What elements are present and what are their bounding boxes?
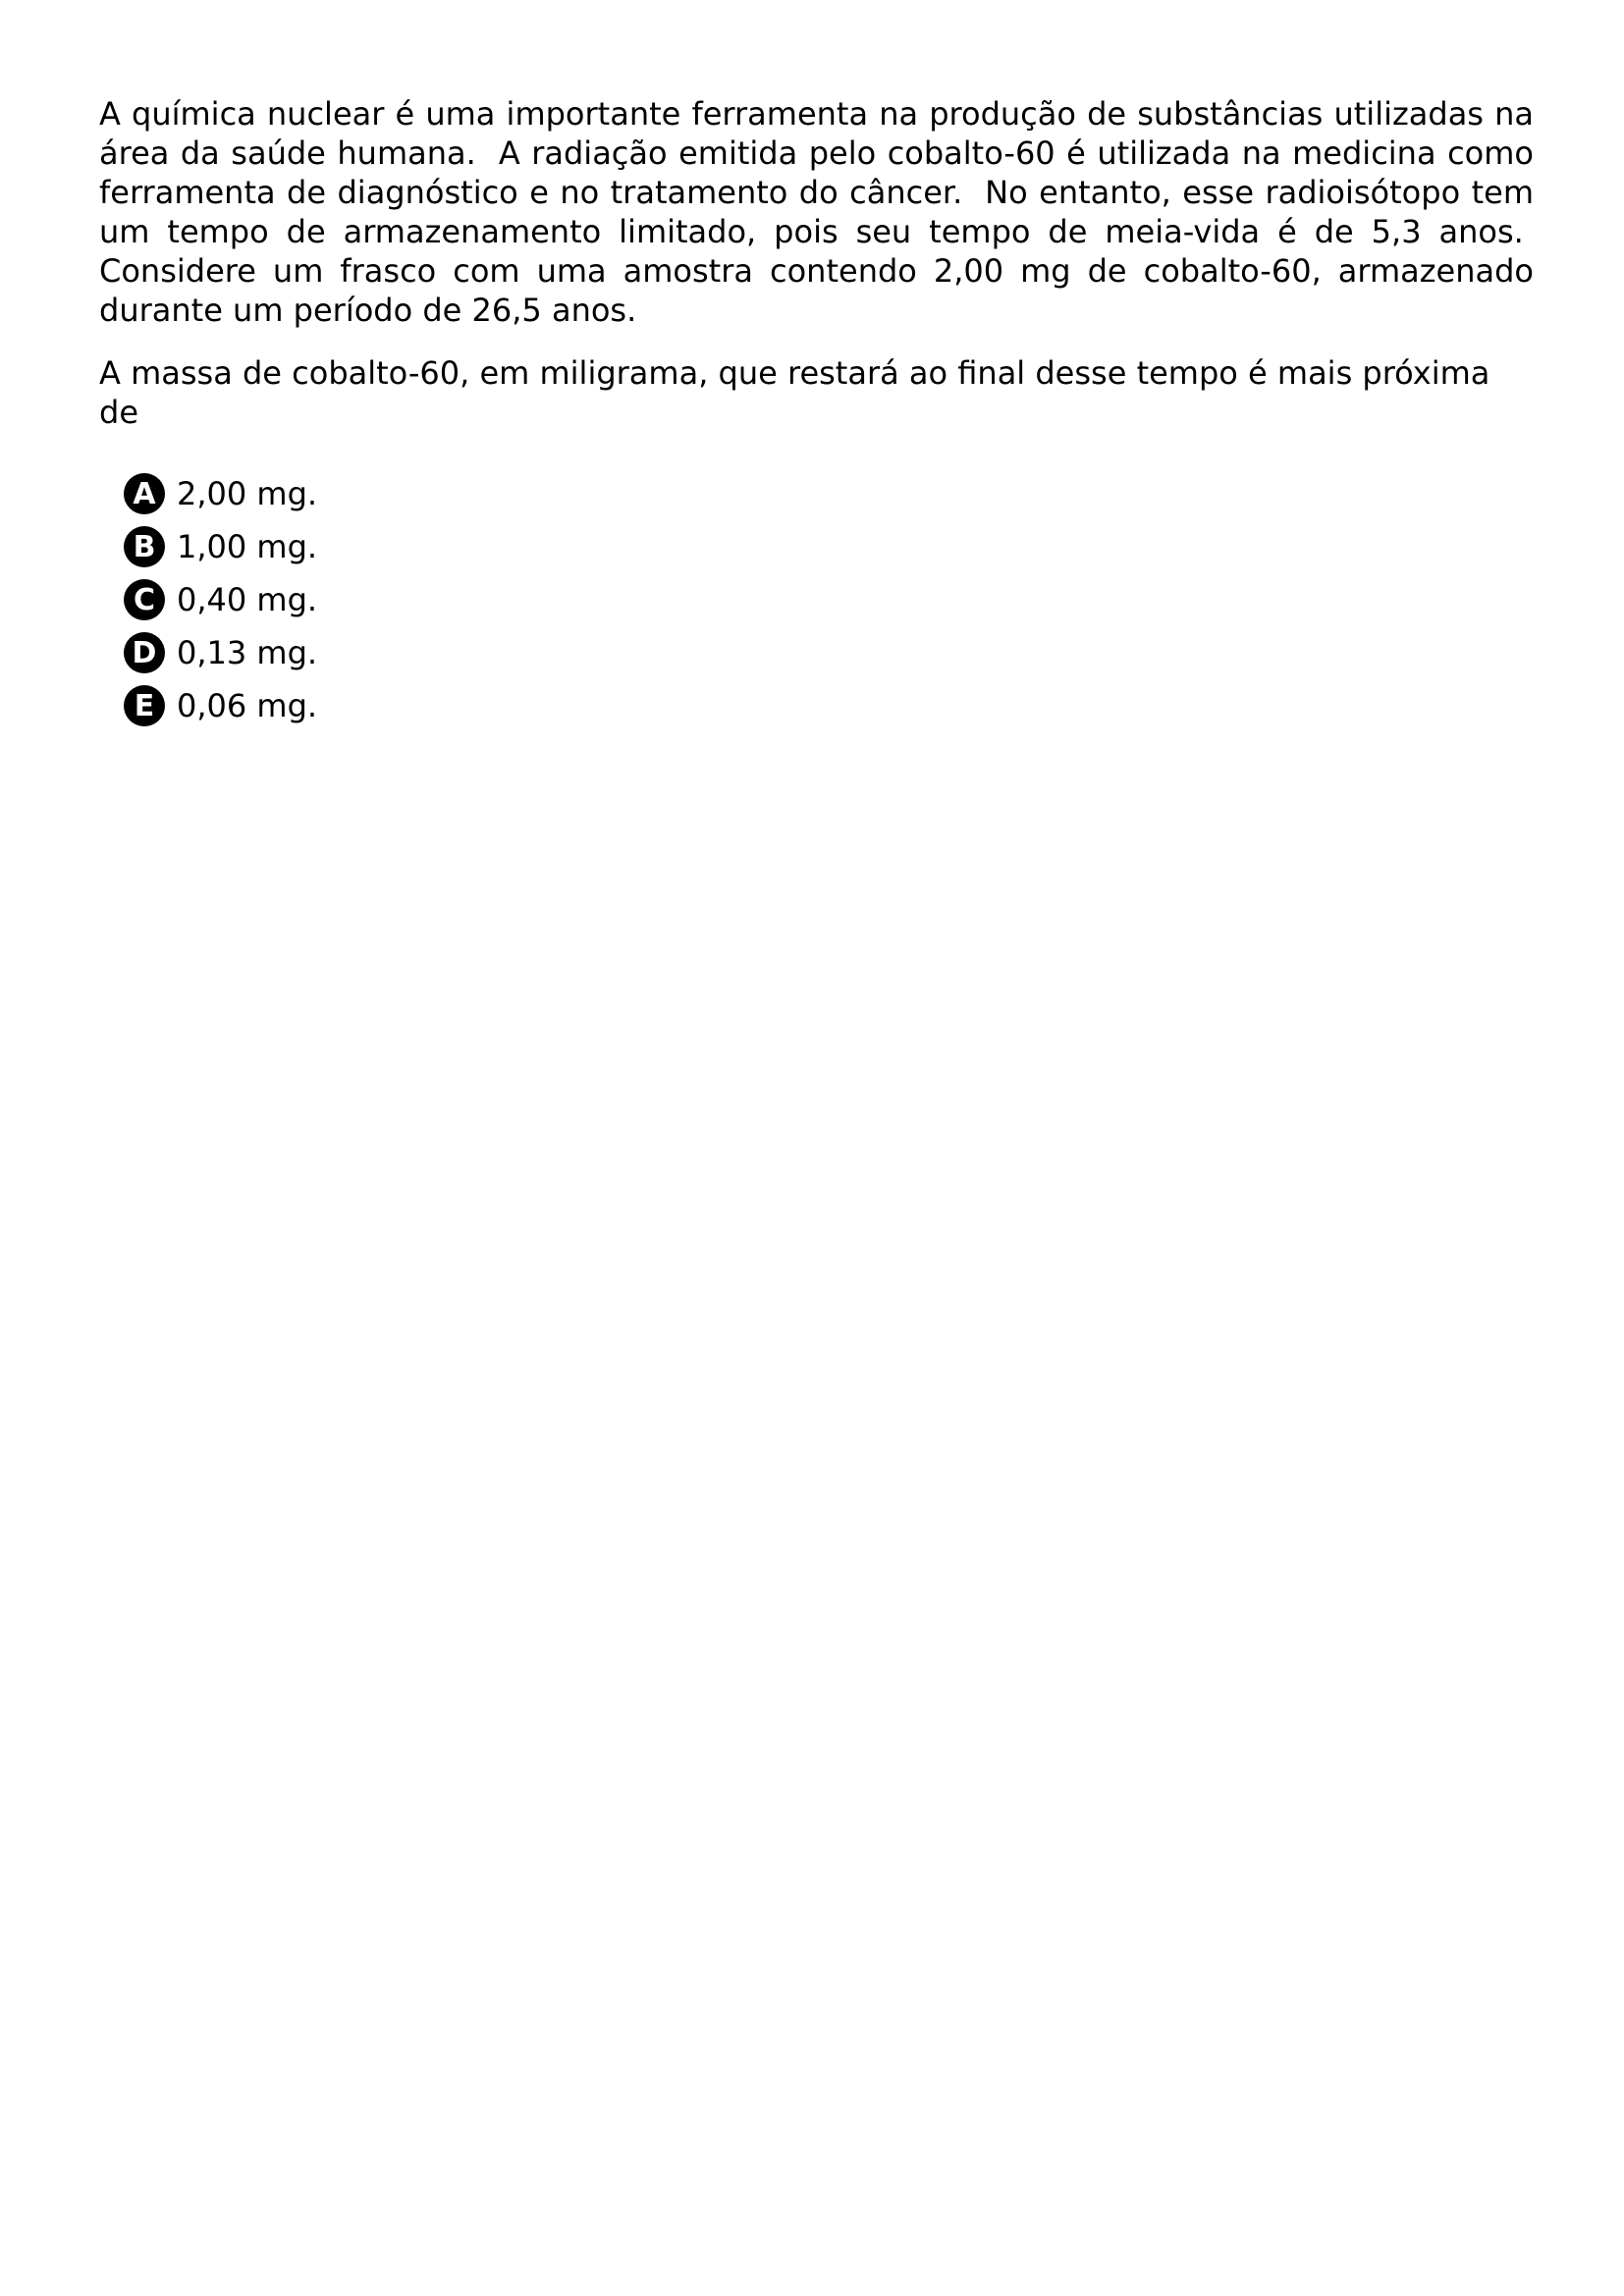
option-c[interactable] [124, 573, 1534, 626]
option-a[interactable] [124, 467, 1534, 520]
option-e[interactable] [124, 679, 1534, 732]
question-prompt: A massa de cobalto-60, em miligrama, que restará ao final desse tempo é mais próxima de [99, 354, 1490, 431]
option-b[interactable] [124, 520, 1534, 573]
option-letter-badge: B [124, 526, 165, 567]
option-text: 1,00 mg. [177, 528, 318, 565]
option-letter-badge: A [124, 473, 165, 514]
question-page [99, 94, 1534, 732]
option-letter-badge: E [124, 685, 165, 726]
question-statement: A química nuclear é uma importante ferramenta na produção de substâncias utilizadas na área da saúde humana. A radiação emitida pelo cobalto-60 é utilizada na medicina como ferramenta de diagnóstico e no tratamento do câncer. No entanto, esse radioisótopo tem um tempo de armazenamento limitado, pois seu tempo de meia-vida é de 5,3 anos. Considere um frasco com uma amostra contendo 2,00 mg de cobalto-60, armazenado durante um período de 26,5 anos. [99, 95, 1534, 329]
answer-options [124, 467, 1534, 732]
option-text: 0,40 mg. [177, 581, 318, 618]
option-text: 0,06 mg. [177, 687, 318, 724]
option-letter-badge: C [124, 579, 165, 620]
option-d[interactable] [124, 626, 1534, 679]
option-text: 2,00 mg. [177, 475, 318, 512]
option-text: 0,13 mg. [177, 634, 318, 671]
option-letter-badge: D [124, 632, 165, 673]
